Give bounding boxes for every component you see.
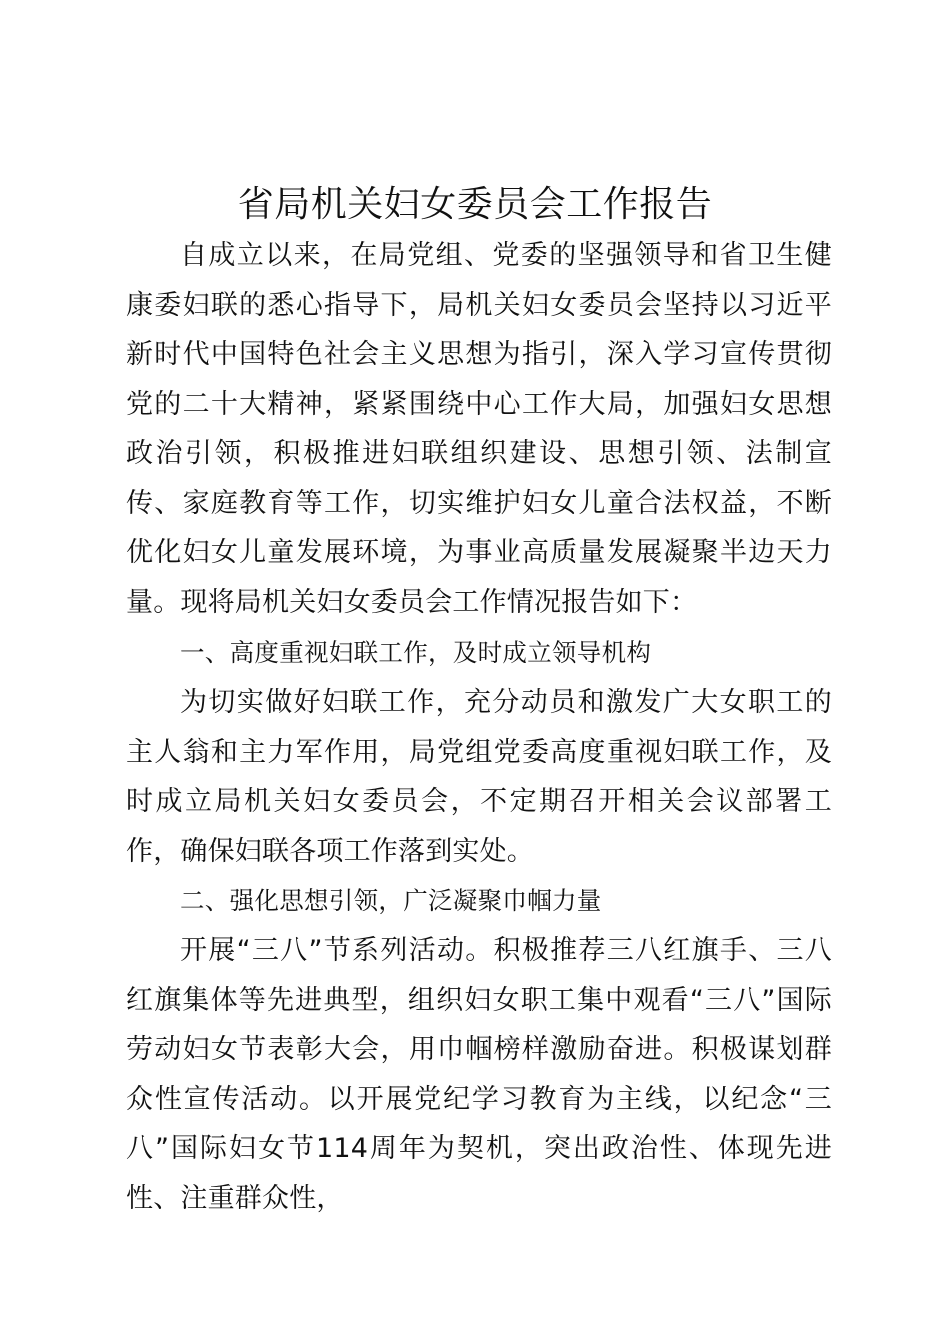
document-title: 省局机关妇女委员会工作报告	[237, 184, 713, 225]
section-heading-2: 二、强化思想引领，广泛凝聚巾帼力量	[180, 886, 602, 915]
intro-paragraph: 自成立以来，在局党组、党委的坚强领导和省卫生健康委妇联的悉心指导下，局机关妇女委员会坚持以习近平新时代中国特色社会主义思想为指引，深入学习宣传贯彻党的二十大精神，紧紧围绕中心工作大局，加强妇女思想政治引领，积极推进妇联组织建设、思想引领、法制宣传、家庭教育等工作，切实维护妇女儿童合法权益，不断优化妇女儿童发展环境，为事业高质量发展凝聚半边天力量。现将局机关妇女委员会工作情况报告如下：	[126, 240, 832, 618]
section-paragraph-1: 为切实做好妇联工作，充分动员和激发广大女职工的主人翁和主力军作用，局党组党委高度重视妇联工作，及时成立局机关妇女委员会，不定期召开相关会议部署工作，确保妇联各项工作落到实处。	[126, 687, 832, 867]
section-paragraph-2: 开展“三八”节系列活动。积极推荐三八红旗手、三八红旗集体等先进典型，组织妇女职工集中观看“三八”国际劳动妇女节表彰大会，用巾帼榜样激励奋进。积极谋划群众性宣传活动。以开展党纪学习教育为主线，以纪念“三八”国际妇女节114周年为契机，突出政治性、体现先进性、注重群众性，	[126, 935, 832, 1214]
section-heading-1: 一、高度重视妇联工作，及时成立领导机构	[180, 638, 652, 667]
